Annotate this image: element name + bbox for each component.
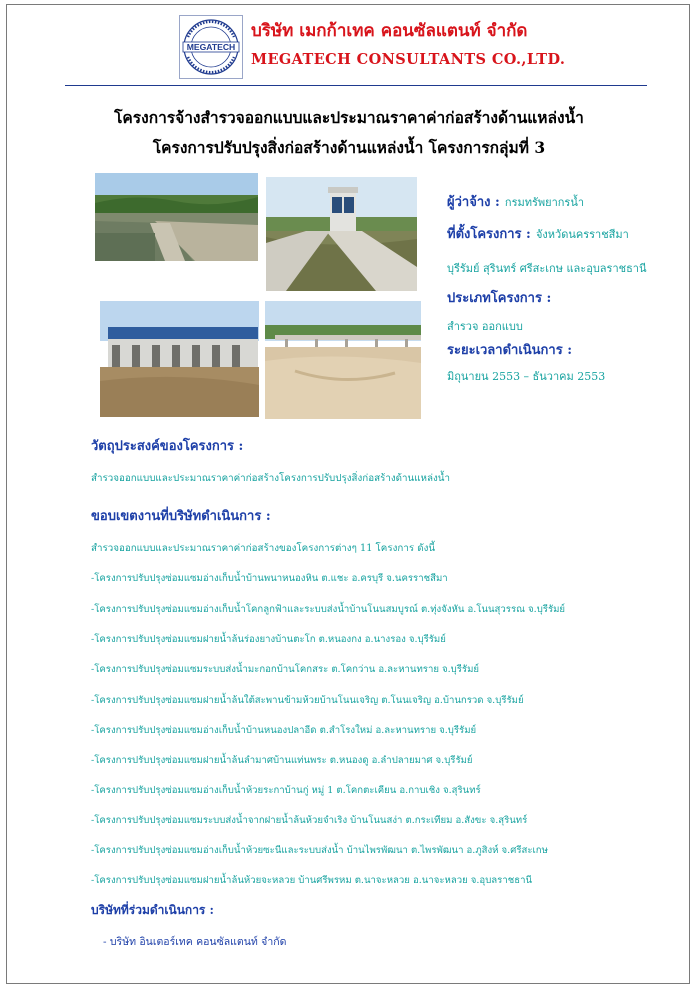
period-value: มิถุนายน 2553 – ธันวาคม 2553 [447,370,606,383]
type-value-row [447,315,523,335]
list-item: -โครงการปรับปรุงซ่อมแซมฝายน้ำล้นลำมาศบ้านแท่นพระ ต.หนองดู อ.ลำปลายมาศ จ.บุรีรัมย์ [91,755,473,766]
employer-label: ผู้ว่าจ้าง : [447,195,500,210]
list-item: -โครงการปรับปรุงซ่อมแซมอ่างเก็บน้ำบ้านหนองปลาอีด ต.สำโรงใหม่ อ.ละหานทราย จ.บุรีรัมย์ [91,725,477,736]
company-name-english: MEGATECH CONSULTANTS CO.,LTD. [251,51,566,68]
list-item: -โครงการปรับปรุงซ่อมแซมระบบส่งน้ำจากฝายน้ำล้นห้วยจำเริง บ้านโนนสง่า ต.กระเทียม อ.สังขะ จ.สุรินทร์ [91,815,528,826]
project-title-line-2: โครงการปรับปรุงสิ่งก่อสร้างด้านแหล่งน้ำ โครงการกลุ่มที่ 3 [152,138,546,157]
partner-item: - บริษัท อินเตอร์เทค คอนซัลแตนท์ จำกัด [103,936,287,948]
scope-intro: สำรวจออกแบบและประมาณราคาค่าก่อสร้างของโครงการต่างๆ 11 โครงการ ดังนี้ [91,543,436,554]
list-item: -โครงการปรับปรุงซ่อมแซมฝายน้ำล้นใต้สะพานข้ามห้วยบ้านโนนเจริญ ต.โนนเจริญ อ.บ้านกรวด จ.บุรีรัมย์ [91,695,524,706]
list-item: -โครงการปรับปรุงซ่อมแซมอ่างเก็บน้ำห้วยระกาบ้านกู่ หมู่ 1 ต.โคกตะเคียน อ.กาบเชิง จ.สุรินทร์ [91,785,481,796]
location-label: ที่ตั้งโครงการ : [447,227,531,242]
period-value-row [447,365,605,385]
location-row [447,223,629,244]
list-item: -โครงการปรับปรุงซ่อมแซมฝายน้ำล้นห้วยจะหลวย บ้านศรีพรหม ต.นาจะหลวย อ.นาจะหลวย จ.อุบลราชธานี [91,875,533,886]
type-label-row [447,287,551,308]
list-item: -โครงการปรับปรุงซ่อมแซมอ่างเก็บน้ำบ้านพนาหนองหิน ต.แชะ อ.ครบุรี จ.นครราชสีมา [91,573,448,584]
period-label: ระยะเวลาดำเนินการ : [447,343,573,358]
list-item: -โครงการปรับปรุงซ่อมแซมอ่างเก็บน้ำห้วยซะนีและระบบส่งน้ำ บ้านไพรพัฒนา ต.ไพรพัฒนา อ.ภูสิงห์ จ.ศรีสะเกษ [91,845,548,856]
letterhead [7,5,689,91]
list-item: -โครงการปรับปรุงซ่อมแซมระบบส่งน้ำมะกอกบ้านโคกสระ ต.โคกว่าน อ.ละหานทราย จ.บุรีรัมย์ [91,664,480,675]
photo-reservoir-spillway [95,173,258,261]
period-label-row [447,339,572,360]
document-page [6,4,690,984]
location-row-2 [447,257,647,277]
objective-text: สำรวจออกแบบและประมาณราคาค่าก่อสร้างโครงการปรับปรุงสิ่งก่อสร้างด้านแหล่งน้ำ [91,473,450,484]
project-title-line-1: โครงการจ้างสำรวจออกแบบและประมาณราคาค่าก่อสร้างด้านแหล่งน้ำ [114,108,584,127]
type-value: สำรวจ ออกแบบ [447,320,523,333]
objective-heading: วัตถุประสงค์ของโครงการ : [91,439,244,454]
photo-water-gate [266,177,417,291]
photo-bridge-weir [265,301,421,419]
header-divider [65,85,647,86]
list-item: -โครงการปรับปรุงซ่อมแซมอ่างเก็บน้ำโคกลูกฟ้าและระบบส่งน้ำบ้านโนนสมบูรณ์ ต.ทุ่งจังหัน อ.โนนสุวรรณ จ.บุรีรัมย์ [91,604,566,615]
photo-dam-gates [100,301,259,417]
megatech-logo [179,15,243,79]
employer-value: กรมทรัพยากรน้ำ [504,196,585,209]
logo-wordmark: MEGATECH [186,42,236,52]
company-name-thai: บริษัท เมกก้าเทค คอนซัลแตนท์ จำกัด [251,21,528,41]
scope-heading: ขอบเขตงานที่บริษัทดำเนินการ : [91,509,271,524]
list-item: -โครงการปรับปรุงซ่อมแซมฝายน้ำล้นร่องยางบ้านตะโก ต.หนองกง อ.นางรอง จ.บุรีรัมย์ [91,634,446,645]
location-value-2: บุรีรัมย์ สุรินทร์ ศรีสะเกษ และอุบลราชธานี [447,262,647,275]
partners-heading: บริษัทที่ร่วมดำเนินการ : [91,903,214,917]
type-label: ประเภทโครงการ : [447,291,552,306]
location-value-1: จังหวัดนครราชสีมา [535,228,629,241]
employer-row [447,191,584,212]
